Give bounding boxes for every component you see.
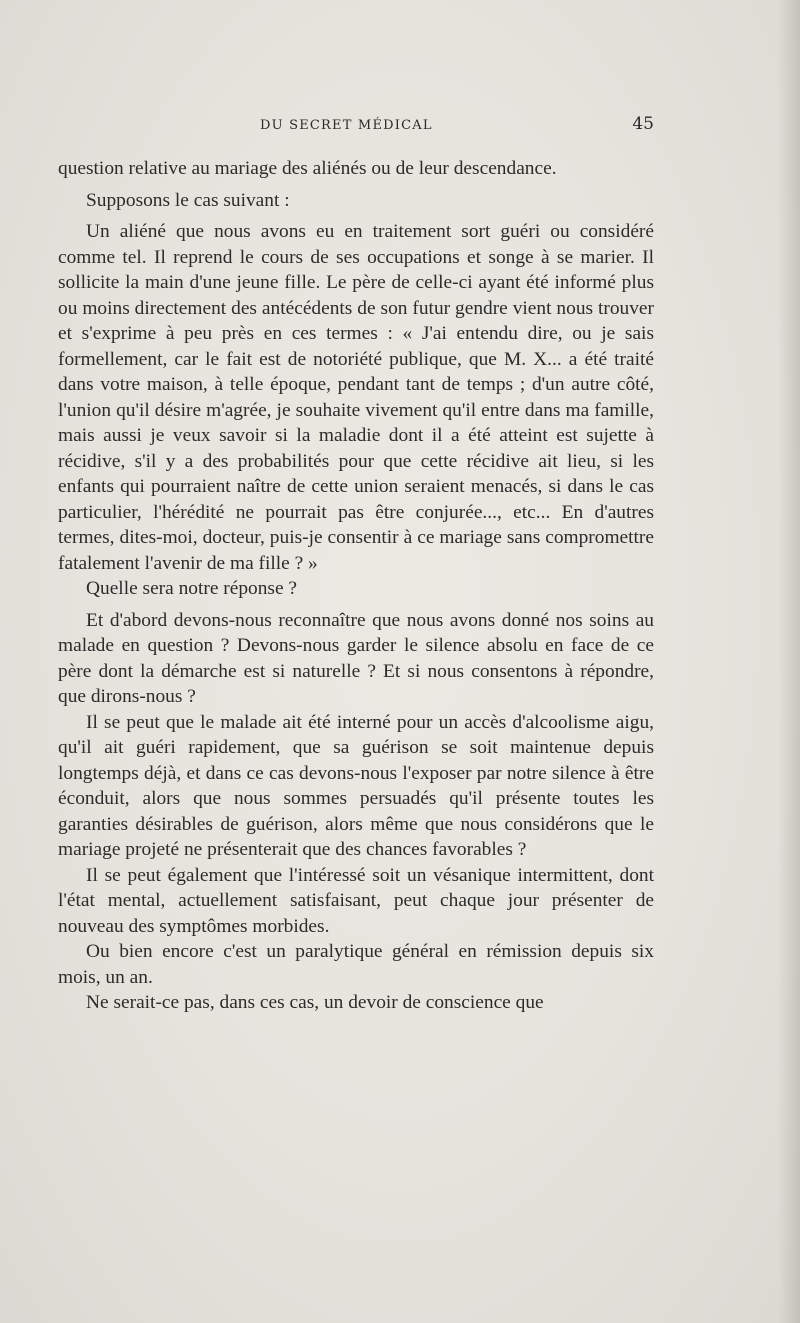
paragraph-5: Et d'abord devons-nous reconnaître que nous avons donné nos soins au malade en question ? Devons-nous garder le silence absolu en face de ce père dont la démarche est si naturelle ? Et si nous consentons à répondre, que dirons-nous ? <box>58 609 654 707</box>
page-number: 45 <box>632 114 654 134</box>
page-edge-shadow <box>778 0 800 1323</box>
body-text <box>58 156 654 1016</box>
paragraph-2: Supposons le cas suivant : <box>86 189 290 211</box>
paragraph-3: Un aliéné que nous avons eu en traitement sort guéri ou considéré comme tel. Il reprend le cours de ses occupations et songe à se marier. Il sollicite la main d'une jeune fille. Le père de celle-ci ayant été informé plus ou moins directement des antécédents de son futur gendre vient nous trouver et s'exprime à peu près en ces termes : « J'ai entendu dire, ou je sais formellement, car le fait est de notoriété publique, que M. X... a été traité dans votre maison, à telle époque, pendant tant de temps ; d'un autre côté, l'union qu'il désire m'agrée, je souhaite vivement qu'il entre dans ma famille, mais aussi je veux savoir si la maladie dont il a été atteint est sujette à récidive, s'il y a des probabilités pour que cette récidive ait lieu, si les enfants qui pourraient naître de cette union seraient menacés, si dans le cas particulier, l'hérédité ne pourrait pas être conjurée..., etc... En d'autres termes, dites-moi, docteur, puis-je consentir à ce mariage sans compromettre fatalement l'avenir de ma fille ? » <box>58 221 654 574</box>
paragraph-4: Quelle sera notre réponse ? <box>86 578 298 599</box>
running-title: DU SECRET MÉDICAL <box>260 118 433 133</box>
paragraph-8: Ou bien encore c'est un paralytique général en rémission depuis six mois, un an. <box>58 941 654 988</box>
page-header <box>58 114 654 140</box>
paragraph-7: Il se peut également que l'intéressé soit un vésanique intermittent, dont l'état mental, actuellement satisfaisant, peut chaque jour présenter de nouveau des symptômes morbides. <box>58 864 654 937</box>
paragraph-9: Ne serait-ce pas, dans ces cas, un devoir de conscience que <box>86 992 544 1013</box>
paragraph-1: question relative au mariage des aliénés ou de leur descendance. <box>58 158 557 179</box>
paragraph-6: Il se peut que le malade ait été interné pour un accès d'alcoolisme aigu, qu'il ait guéri rapidement, que sa guérison se soit maintenue depuis longtemps déjà, et dans ce cas devons-nous l'exposer par notre silence à être éconduit, alors que nous sommes persuadés qu'il présente toutes les garanties désirables de guérison, alors même que nous considérons que le mariage projeté ne présenterait que des chances favorables ? <box>58 711 654 860</box>
